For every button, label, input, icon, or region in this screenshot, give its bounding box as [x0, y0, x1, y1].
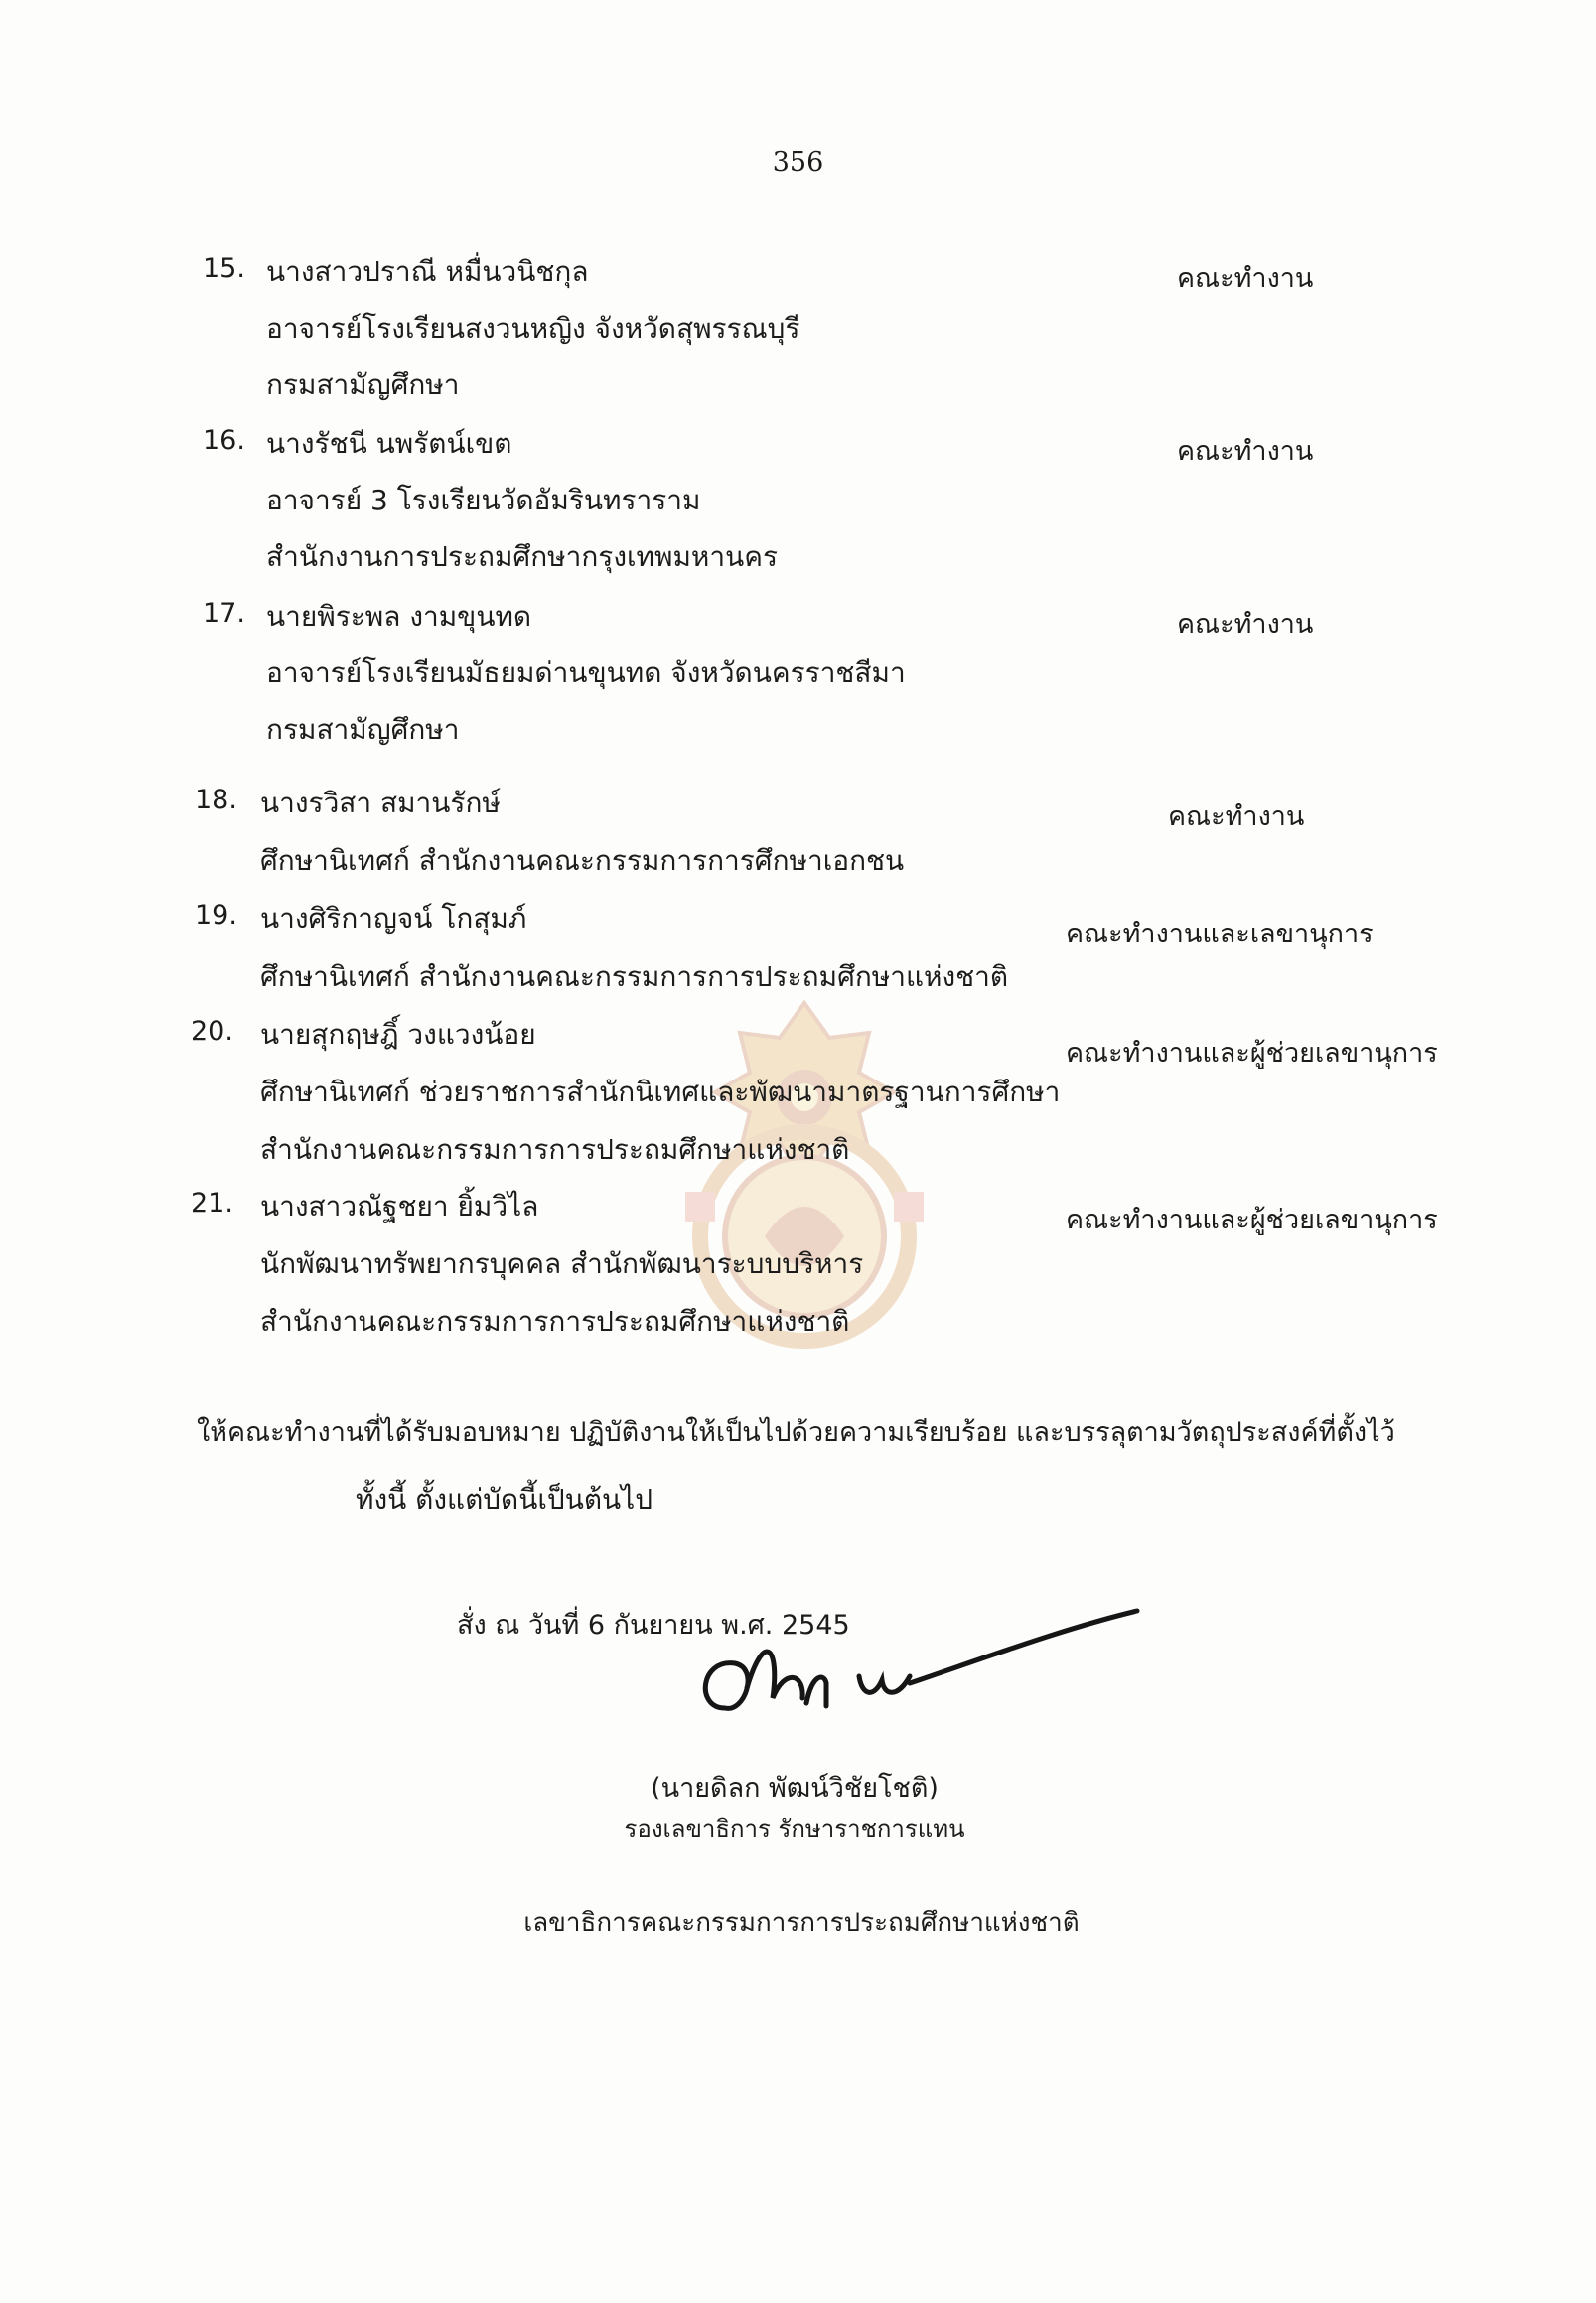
- entry-role: คณะทำงาน: [1177, 609, 1314, 640]
- entry-number: 21.: [191, 1188, 233, 1219]
- entry-detail: สำนักงานการประถมศึกษากรุงเทพมหานคร: [266, 540, 779, 573]
- entry-name: นางศิริกาญจน์ โกสุมภ์: [260, 902, 527, 935]
- entry-role: คณะทำงานและเลขานุการ: [1066, 919, 1374, 949]
- entry-number: 18.: [195, 785, 237, 815]
- page-number: 356: [772, 147, 824, 178]
- entry-name: นางสาวณัฐชยา ยิ้มวิไล: [260, 1190, 539, 1223]
- entry-number: 16.: [203, 425, 245, 456]
- entry-detail: ศึกษานิเทศก์ สำนักงานคณะกรรมการการศึกษาเอกชน: [260, 844, 905, 877]
- entry-role: คณะทำงาน: [1177, 436, 1314, 467]
- entry-name: นายสุกฤษฎิ์ วงแวงน้อย: [260, 1018, 536, 1051]
- entry-detail: ศึกษานิเทศก์ ช่วยราชการสำนักนิเทศและพัฒนามาตรฐานการศึกษา: [260, 1076, 1061, 1108]
- entry-detail: กรมสามัญศึกษา: [266, 368, 460, 401]
- seal-watermark-icon: [655, 993, 953, 1351]
- entry-number: 19.: [195, 900, 237, 931]
- entry-role: คณะทำงานและผู้ช่วยเลขานุการ: [1066, 1205, 1438, 1235]
- signature-icon: [685, 1589, 1152, 1758]
- entry-number: 20.: [191, 1016, 233, 1047]
- entry-number: 17.: [203, 598, 245, 629]
- entry-name: นางรัชนี นพรัตน์เขต: [266, 427, 512, 460]
- signatory-name: (นายดิลก พัฒน์วิชัยโชติ): [651, 1773, 939, 1803]
- entry-role: คณะทำงานและผู้ช่วยเลขานุการ: [1066, 1038, 1438, 1069]
- entry-name: นางสาวปราณี หมื่นวนิชกุล: [266, 255, 589, 288]
- signatory-office: เลขาธิการคณะกรรมการการประถมศึกษาแห่งชาติ: [523, 1908, 1080, 1938]
- entry-role: คณะทำงาน: [1168, 801, 1305, 832]
- entry-detail: นักพัฒนาทรัพยากรบุคคล สำนักพัฒนาระบบบริหาร: [260, 1247, 864, 1280]
- entry-role: คณะทำงาน: [1177, 263, 1314, 294]
- entry-detail: อาจารย์โรงเรียนสงวนหญิง จังหวัดสุพรรณบุรี: [266, 312, 800, 345]
- entry-name: นายพิระพล งามขุนทด: [266, 600, 532, 633]
- entry-detail: กรมสามัญศึกษา: [266, 713, 460, 746]
- entry-number: 15.: [203, 253, 245, 284]
- closing-line-1: ให้คณะทำงานที่ได้รับมอบหมาย ปฏิบัติงานให้เป็นไปด้วยความเรียบร้อย และบรรลุตามวัตถุประสงค์ที่ตั้งไว้: [197, 1417, 1395, 1448]
- signatory-position: รองเลขาธิการ รักษาราชการแทน: [624, 1815, 965, 1843]
- entry-detail: สำนักงานคณะกรรมการการประถมศึกษาแห่งชาติ: [260, 1305, 850, 1338]
- entry-name: นางรวิสา สมานรักษ์: [260, 787, 501, 819]
- order-date: สั่ง ณ วันที่ 6 กันยายน พ.ศ. 2545: [457, 1610, 850, 1641]
- entry-detail: อาจารย์โรงเรียนมัธยมด่านขุนทด จังหวัดนครราชสีมา: [266, 656, 906, 689]
- entry-detail: ศึกษานิเทศก์ สำนักงานคณะกรรมการการประถมศึกษาแห่งชาติ: [260, 960, 1009, 993]
- entry-detail: สำนักงานคณะกรรมการการประถมศึกษาแห่งชาติ: [260, 1133, 850, 1166]
- closing-line-2: ทั้งนี้ ตั้งแต่บัดนี้เป็นต้นไป: [356, 1483, 653, 1515]
- entry-detail: อาจารย์ 3 โรงเรียนวัดอัมรินทราราม: [266, 484, 701, 516]
